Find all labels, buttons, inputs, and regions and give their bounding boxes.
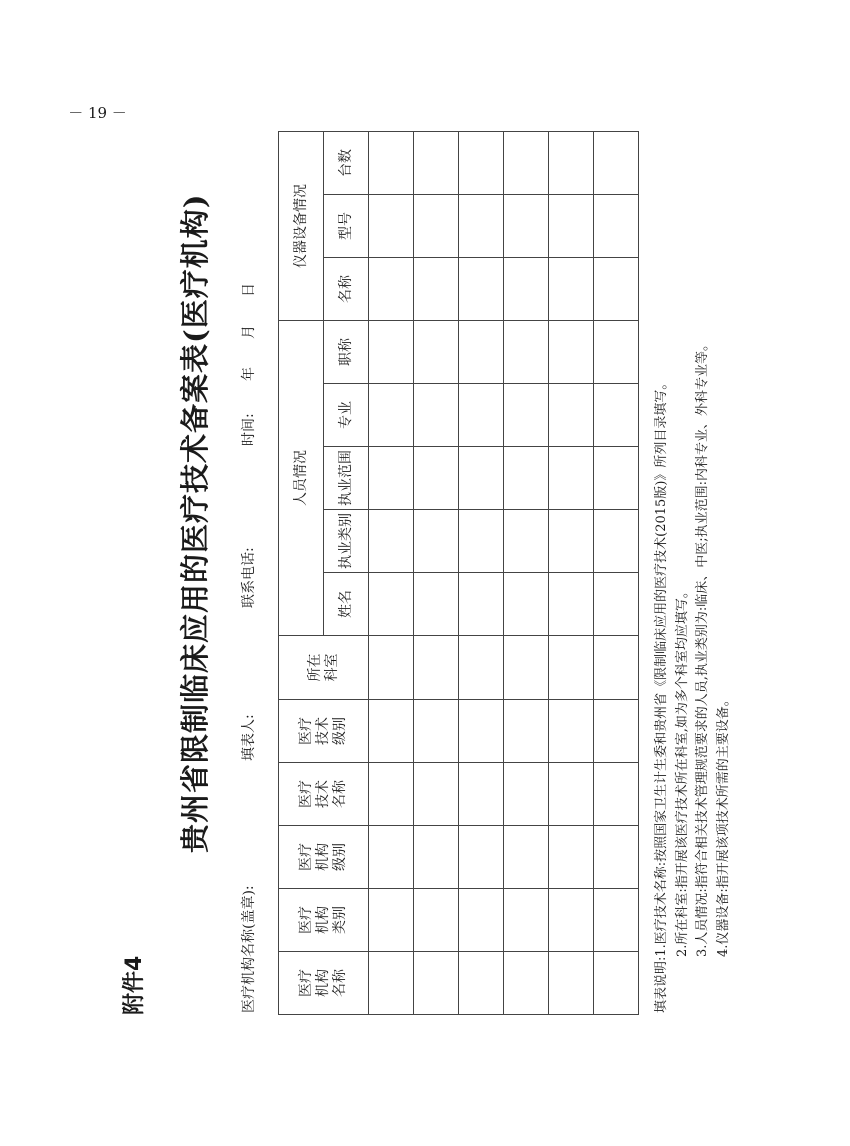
table-cell[interactable] [504, 384, 549, 447]
table-cell[interactable] [549, 132, 594, 195]
table-cell[interactable] [459, 763, 504, 826]
table-cell[interactable] [414, 573, 459, 636]
header-practice-scope: 执业范围 [324, 447, 369, 510]
header-equipment-name: 名称 [324, 258, 369, 321]
page-number: － 19 － [68, 104, 127, 123]
header-specialty: 专业 [324, 384, 369, 447]
table-cell[interactable] [549, 700, 594, 763]
table-row [459, 132, 504, 1015]
header-org-type: 医疗 机构 类别 [279, 889, 369, 952]
table-cell[interactable] [504, 132, 549, 195]
table-cell[interactable] [549, 636, 594, 700]
filing-table [278, 131, 639, 1015]
table-cell[interactable] [459, 952, 504, 1015]
table-cell[interactable] [459, 321, 504, 384]
table-row [414, 132, 459, 1015]
table-cell[interactable] [549, 573, 594, 636]
table-cell[interactable] [594, 636, 639, 700]
table-cell[interactable] [369, 321, 414, 384]
table-cell[interactable] [504, 447, 549, 510]
table-cell[interactable] [549, 826, 594, 889]
table-cell[interactable] [594, 889, 639, 952]
header-department: 所在 科室 [279, 636, 369, 700]
table-cell[interactable] [414, 826, 459, 889]
table-cell[interactable] [414, 700, 459, 763]
header-professional-title: 职称 [324, 321, 369, 384]
table-cell[interactable] [459, 132, 504, 195]
table-cell[interactable] [504, 889, 549, 952]
table-cell[interactable] [459, 700, 504, 763]
table-cell[interactable] [549, 952, 594, 1015]
table-row [504, 132, 549, 1015]
fill-instructions [652, 338, 734, 1013]
table-cell[interactable] [414, 447, 459, 510]
table-cell[interactable] [594, 132, 639, 195]
table-cell[interactable] [594, 573, 639, 636]
table-cell[interactable] [369, 763, 414, 826]
header-personnel-group: 人员情况 [279, 321, 324, 636]
table-cell[interactable] [414, 763, 459, 826]
table-cell[interactable] [369, 700, 414, 763]
table-cell[interactable] [504, 700, 549, 763]
table-cell[interactable] [369, 384, 414, 447]
note-line-4: 4.仪器设备:指开展该项技术所需的主要设备。 [715, 693, 731, 957]
attachment-label: 附件4 [122, 955, 147, 1015]
table-row [369, 132, 414, 1015]
table-cell[interactable] [504, 636, 549, 700]
table-cell[interactable] [414, 636, 459, 700]
table-cell[interactable] [369, 636, 414, 700]
table-cell[interactable] [414, 132, 459, 195]
table-cell[interactable] [459, 573, 504, 636]
table-cell[interactable] [594, 321, 639, 384]
table-cell[interactable] [459, 195, 504, 258]
table-cell[interactable] [594, 258, 639, 321]
header-equipment-group: 仪器设备情况 [279, 132, 324, 321]
table-cell[interactable] [459, 889, 504, 952]
table-cell[interactable] [414, 952, 459, 1015]
table-cell[interactable] [369, 447, 414, 510]
table-cell[interactable] [504, 952, 549, 1015]
table-cell[interactable] [414, 889, 459, 952]
header-equipment-quantity: 台数 [324, 132, 369, 195]
table-cell[interactable] [459, 258, 504, 321]
table-cell[interactable] [369, 510, 414, 573]
table-cell[interactable] [369, 952, 414, 1015]
header-practice-category: 执业类别 [324, 510, 369, 573]
table-row [549, 132, 594, 1015]
header-org-level: 医疗 机构 级别 [279, 826, 369, 889]
table-cell[interactable] [369, 258, 414, 321]
table-cell[interactable] [414, 258, 459, 321]
table-cell[interactable] [549, 447, 594, 510]
time-label: 时间: [241, 413, 257, 446]
table-cell[interactable] [504, 510, 549, 573]
table-row [594, 132, 639, 1015]
table-cell[interactable] [504, 258, 549, 321]
document-title: 贵州省限制临床应用的医疗技术备案表(医疗机构) [178, 193, 212, 853]
table-cell[interactable] [459, 447, 504, 510]
table-cell[interactable] [414, 510, 459, 573]
header-personnel-name: 姓名 [324, 573, 369, 636]
table-cell[interactable] [369, 132, 414, 195]
table-cell[interactable] [594, 510, 639, 573]
header-row-group [279, 132, 324, 1015]
note-line-2: 2.所在科室:指开展该医疗技术所在科室,如为多个科室均应填写。 [674, 585, 690, 957]
table-cell[interactable] [369, 889, 414, 952]
table-cell[interactable] [504, 573, 549, 636]
table-cell[interactable] [504, 321, 549, 384]
table-cell[interactable] [594, 700, 639, 763]
table-cell[interactable] [414, 321, 459, 384]
table-cell[interactable] [594, 826, 639, 889]
table-cell[interactable] [594, 952, 639, 1015]
header-tech-name: 医疗 技术 名称 [279, 763, 369, 826]
table-cell[interactable] [369, 195, 414, 258]
table-cell[interactable] [459, 510, 504, 573]
table-cell[interactable] [459, 384, 504, 447]
table-cell[interactable] [414, 384, 459, 447]
header-equipment-model: 型号 [324, 195, 369, 258]
table-cell[interactable] [369, 826, 414, 889]
table-cell[interactable] [594, 447, 639, 510]
table-cell[interactable] [594, 763, 639, 826]
table-cell[interactable] [594, 195, 639, 258]
filler-label: 填表人: [241, 714, 257, 761]
table-cell[interactable] [594, 384, 639, 447]
table-cell[interactable] [459, 826, 504, 889]
org-name-label: 医疗机构名称(盖章): [241, 885, 257, 1013]
header-org-name: 医疗 机构 名称 [279, 952, 369, 1015]
table-cell[interactable] [549, 258, 594, 321]
note-line-1: 填表说明:1.医疗技术名称:按照国家卫生计生委和贵州省《限制临床应用的医疗技术(2015版)》所列目录填写。 [654, 376, 669, 1013]
table-cell[interactable] [504, 763, 549, 826]
table-cell[interactable] [369, 573, 414, 636]
table-cell[interactable] [549, 384, 594, 447]
table-cell[interactable] [549, 195, 594, 258]
table-cell[interactable] [504, 195, 549, 258]
table-cell[interactable] [549, 889, 594, 952]
table-cell[interactable] [414, 195, 459, 258]
table-cell[interactable] [549, 763, 594, 826]
table-cell[interactable] [549, 510, 594, 573]
table-cell[interactable] [459, 636, 504, 700]
note-line-3: 3.人员情况:指符合相关技术管理规范要求的人员,执业类别为:临床、中医;执业范围:内科专业、外科专业等。 [695, 337, 710, 957]
table-cell[interactable] [549, 321, 594, 384]
date-format: 年 月 日 [241, 283, 257, 381]
table-cell[interactable] [504, 826, 549, 889]
phone-label: 联系电话: [241, 547, 257, 608]
header-tech-level: 医疗 技术 级别 [279, 700, 369, 763]
